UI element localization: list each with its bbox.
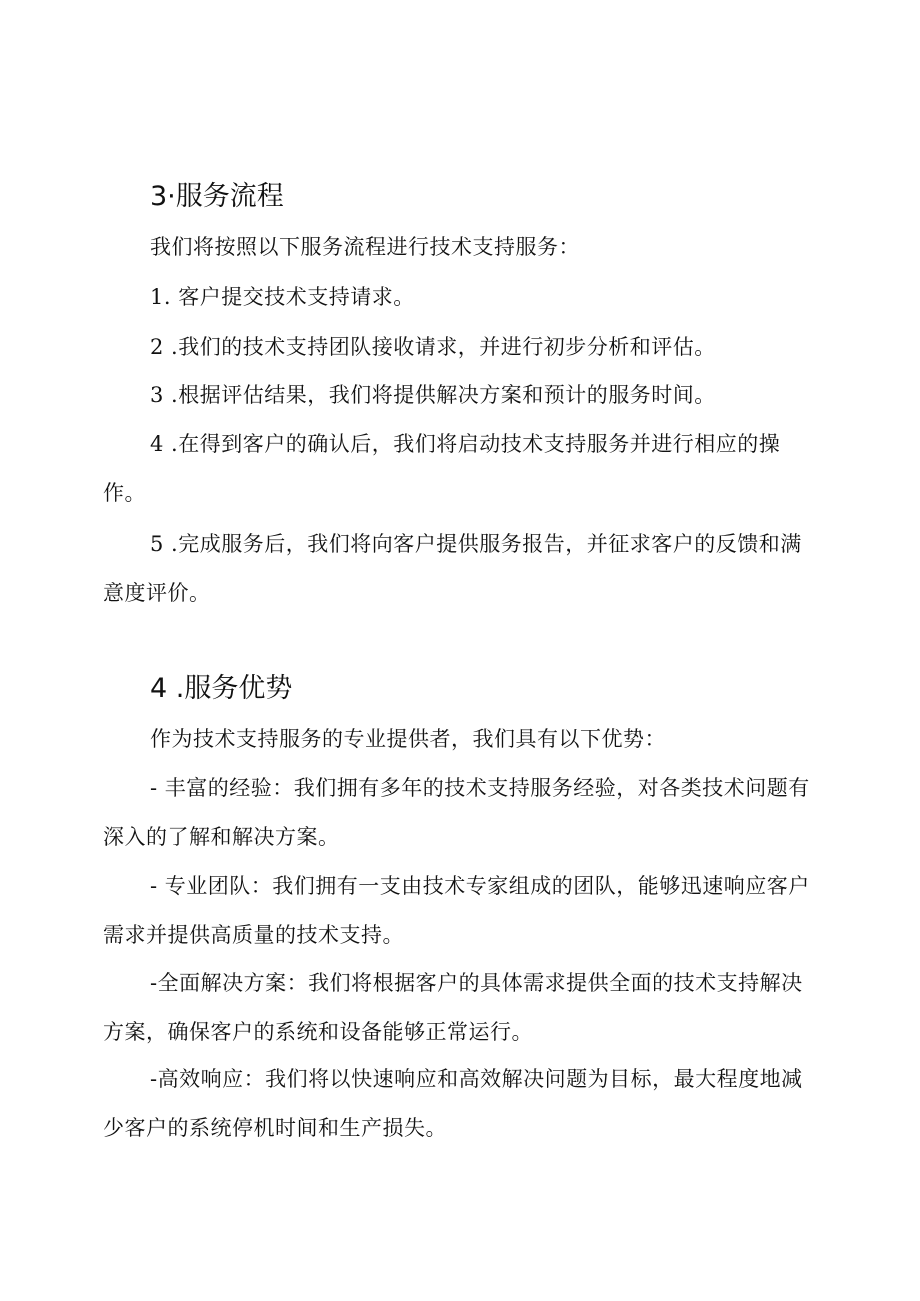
advantage-item-team: - 专业团队：我们拥有一支由技术专家组成的团队，能够迅速响应客户需求并提供高质量的技术支持。 [103,874,810,947]
process-step-1: 1. 客户提交技术支持请求。 [150,285,415,309]
section-intro-paragraph: 作为技术支持服务的专业提供者，我们具有以下优势： [150,727,666,751]
process-step-2: 2 .我们的技术支持团队接收请求，并进行初步分析和评估。 [150,335,716,359]
advantage-item-experience: - 丰富的经验：我们拥有多年的技术支持服务经验，对各类技术问题有深入的了解和解决方案。 [103,776,810,849]
process-step-5: 5 .完成服务后，我们将向客户提供服务报告，并征求客户的反馈和满意度评价。 [103,532,802,605]
section-intro-paragraph: 我们将按照以下服务流程进行技术支持服务： [150,235,580,259]
process-step-3: 3 .根据评估结果，我们将提供解决方案和预计的服务时间。 [150,383,716,407]
process-step-4: 4 .在得到客户的确认后，我们将启动技术支持服务并进行相应的操作。 [103,432,781,505]
section-heading-service-advantages: 4 .服务优势 [150,673,293,704]
advantage-item-response: -高效响应：我们将以快速响应和高效解决问题为目标，最大程度地减少客户的系统停机时间和生产损失。 [103,1067,803,1140]
section-heading-service-process: 3·服务流程 [150,181,284,212]
advantage-item-solutions: -全面解决方案：我们将根据客户的具体需求提供全面的技术支持解决方案，确保客户的系统和设备能够正常运行。 [103,971,803,1044]
